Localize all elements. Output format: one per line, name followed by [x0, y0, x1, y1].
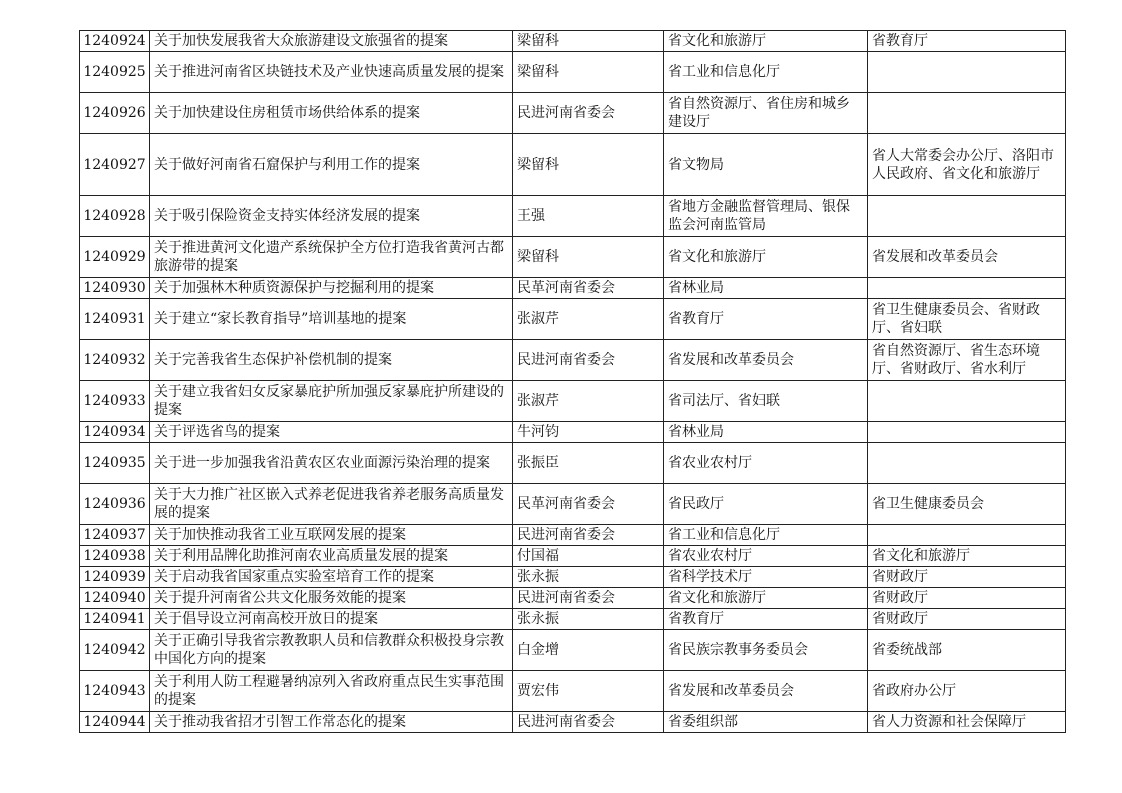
proposal-id: 1240928 [80, 196, 150, 237]
proposal-id: 1240943 [80, 671, 150, 712]
proposer: 梁留科 [513, 237, 664, 278]
proposer: 民进河南省委会 [513, 588, 664, 609]
proposal-id: 1240938 [80, 546, 150, 567]
proposal-table [79, 30, 1066, 733]
proposal-id: 1240927 [80, 134, 150, 196]
proposal-title: 关于建立“家长教育指导”培训基地的提案 [150, 299, 513, 340]
lead-department: 省民政厅 [664, 484, 868, 525]
proposal-title: 关于建立我省妇女反家暴庇护所加强反家暴庇护所建设的提案 [150, 381, 513, 422]
proposal-title: 关于加快推动我省工业互联网发展的提案 [150, 525, 513, 546]
proposer: 民进河南省委会 [513, 93, 664, 134]
table-row [80, 588, 1066, 609]
assisting-department: 省人大常委会办公厅、洛阳市人民政府、省文化和旅游厅 [868, 134, 1066, 196]
proposal-title: 关于推动我省招才引智工作常态化的提案 [150, 712, 513, 733]
assisting-department: 省财政厅 [868, 588, 1066, 609]
proposer: 张永振 [513, 609, 664, 630]
assisting-department: 省自然资源厅、省生态环境厅、省财政厅、省水利厅 [868, 340, 1066, 381]
proposer: 张淑芹 [513, 299, 664, 340]
proposal-title: 关于推进河南省区块链技术及产业快速高质量发展的提案 [150, 52, 513, 93]
assisting-department: 省文化和旅游厅 [868, 546, 1066, 567]
lead-department: 省地方金融监督管理局、银保监会河南监管局 [664, 196, 868, 237]
table-row [80, 196, 1066, 237]
table-row [80, 299, 1066, 340]
assisting-department: 省发展和改革委员会 [868, 237, 1066, 278]
proposal-id: 1240925 [80, 52, 150, 93]
lead-department: 省教育厅 [664, 609, 868, 630]
table-row [80, 609, 1066, 630]
proposal-title: 关于启动我省国家重点实验室培育工作的提案 [150, 567, 513, 588]
assisting-department: 省教育厅 [868, 31, 1066, 52]
proposal-table-page [79, 30, 1065, 733]
table-row [80, 381, 1066, 422]
assisting-department: 省委统战部 [868, 630, 1066, 671]
table-row [80, 712, 1066, 733]
proposer: 贾宏伟 [513, 671, 664, 712]
table-row [80, 443, 1066, 484]
proposer: 白金增 [513, 630, 664, 671]
proposal-id: 1240944 [80, 712, 150, 733]
lead-department: 省工业和信息化厅 [664, 525, 868, 546]
proposer: 民进河南省委会 [513, 340, 664, 381]
proposer: 张振臣 [513, 443, 664, 484]
assisting-department: 省卫生健康委员会、省财政厅、省妇联 [868, 299, 1066, 340]
proposer: 民进河南省委会 [513, 712, 664, 733]
table-row [80, 237, 1066, 278]
proposal-title: 关于大力推广社区嵌入式养老促进我省养老服务高质量发展的提案 [150, 484, 513, 525]
proposal-id: 1240931 [80, 299, 150, 340]
lead-department: 省发展和改革委员会 [664, 340, 868, 381]
proposal-title: 关于推进黄河文化遗产系统保护全方位打造我省黄河古都旅游带的提案 [150, 237, 513, 278]
lead-department: 省科学技术厅 [664, 567, 868, 588]
proposal-title: 关于加强林木种质资源保护与挖掘利用的提案 [150, 278, 513, 299]
assisting-department [868, 422, 1066, 443]
lead-department: 省文物局 [664, 134, 868, 196]
table-row [80, 422, 1066, 443]
proposal-title: 关于利用品牌化助推河南农业高质量发展的提案 [150, 546, 513, 567]
proposer: 付国福 [513, 546, 664, 567]
assisting-department [868, 443, 1066, 484]
lead-department: 省农业农村厅 [664, 546, 868, 567]
proposal-id: 1240942 [80, 630, 150, 671]
table-row [80, 93, 1066, 134]
proposal-title: 关于正确引导我省宗教教职人员和信教群众积极投身宗教中国化方向的提案 [150, 630, 513, 671]
proposal-id: 1240933 [80, 381, 150, 422]
proposer: 王强 [513, 196, 664, 237]
proposal-title: 关于加快建设住房租赁市场供给体系的提案 [150, 93, 513, 134]
lead-department: 省委组织部 [664, 712, 868, 733]
proposal-title: 关于利用人防工程避暑纳凉列入省政府重点民生实事范围的提案 [150, 671, 513, 712]
proposal-title: 关于加快发展我省大众旅游建设文旅强省的提案 [150, 31, 513, 52]
proposal-id: 1240934 [80, 422, 150, 443]
lead-department: 省文化和旅游厅 [664, 237, 868, 278]
assisting-department: 省卫生健康委员会 [868, 484, 1066, 525]
table-row [80, 671, 1066, 712]
lead-department: 省司法厅、省妇联 [664, 381, 868, 422]
proposal-title: 关于吸引保险资金支持实体经济发展的提案 [150, 196, 513, 237]
proposer: 张永振 [513, 567, 664, 588]
proposal-id: 1240924 [80, 31, 150, 52]
proposal-title: 关于倡导设立河南高校开放日的提案 [150, 609, 513, 630]
table-row [80, 340, 1066, 381]
proposal-title: 关于进一步加强我省沿黄农区农业面源污染治理的提案 [150, 443, 513, 484]
proposer: 梁留科 [513, 134, 664, 196]
proposal-id: 1240926 [80, 93, 150, 134]
lead-department: 省文化和旅游厅 [664, 588, 868, 609]
table-row [80, 567, 1066, 588]
assisting-department [868, 278, 1066, 299]
table-row [80, 134, 1066, 196]
assisting-department [868, 381, 1066, 422]
assisting-department [868, 93, 1066, 134]
proposer: 张淑芹 [513, 381, 664, 422]
proposal-id: 1240930 [80, 278, 150, 299]
assisting-department: 省财政厅 [868, 567, 1066, 588]
lead-department: 省文化和旅游厅 [664, 31, 868, 52]
assisting-department [868, 525, 1066, 546]
table-row [80, 484, 1066, 525]
lead-department: 省自然资源厅、省住房和城乡建设厅 [664, 93, 868, 134]
table-row [80, 525, 1066, 546]
proposer: 民进河南省委会 [513, 525, 664, 546]
proposer: 牛河钧 [513, 422, 664, 443]
assisting-department: 省人力资源和社会保障厅 [868, 712, 1066, 733]
table-row [80, 546, 1066, 567]
proposer: 梁留科 [513, 31, 664, 52]
table-row [80, 52, 1066, 93]
proposal-id: 1240937 [80, 525, 150, 546]
proposal-id: 1240932 [80, 340, 150, 381]
table-row [80, 31, 1066, 52]
proposal-id: 1240940 [80, 588, 150, 609]
proposer: 民革河南省委会 [513, 278, 664, 299]
proposal-id: 1240941 [80, 609, 150, 630]
lead-department: 省农业农村厅 [664, 443, 868, 484]
lead-department: 省林业局 [664, 278, 868, 299]
table-row [80, 278, 1066, 299]
lead-department: 省工业和信息化厅 [664, 52, 868, 93]
proposal-id: 1240936 [80, 484, 150, 525]
table-row [80, 630, 1066, 671]
lead-department: 省林业局 [664, 422, 868, 443]
proposer: 民革河南省委会 [513, 484, 664, 525]
lead-department: 省发展和改革委员会 [664, 671, 868, 712]
proposal-title: 关于完善我省生态保护补偿机制的提案 [150, 340, 513, 381]
proposal-title: 关于做好河南省石窟保护与利用工作的提案 [150, 134, 513, 196]
proposal-id: 1240929 [80, 237, 150, 278]
assisting-department [868, 52, 1066, 93]
assisting-department [868, 196, 1066, 237]
proposal-id: 1240939 [80, 567, 150, 588]
lead-department: 省民族宗教事务委员会 [664, 630, 868, 671]
proposer: 梁留科 [513, 52, 664, 93]
proposal-title: 关于提升河南省公共文化服务效能的提案 [150, 588, 513, 609]
assisting-department: 省政府办公厅 [868, 671, 1066, 712]
proposal-id: 1240935 [80, 443, 150, 484]
lead-department: 省教育厅 [664, 299, 868, 340]
assisting-department: 省财政厅 [868, 609, 1066, 630]
proposal-title: 关于评选省鸟的提案 [150, 422, 513, 443]
